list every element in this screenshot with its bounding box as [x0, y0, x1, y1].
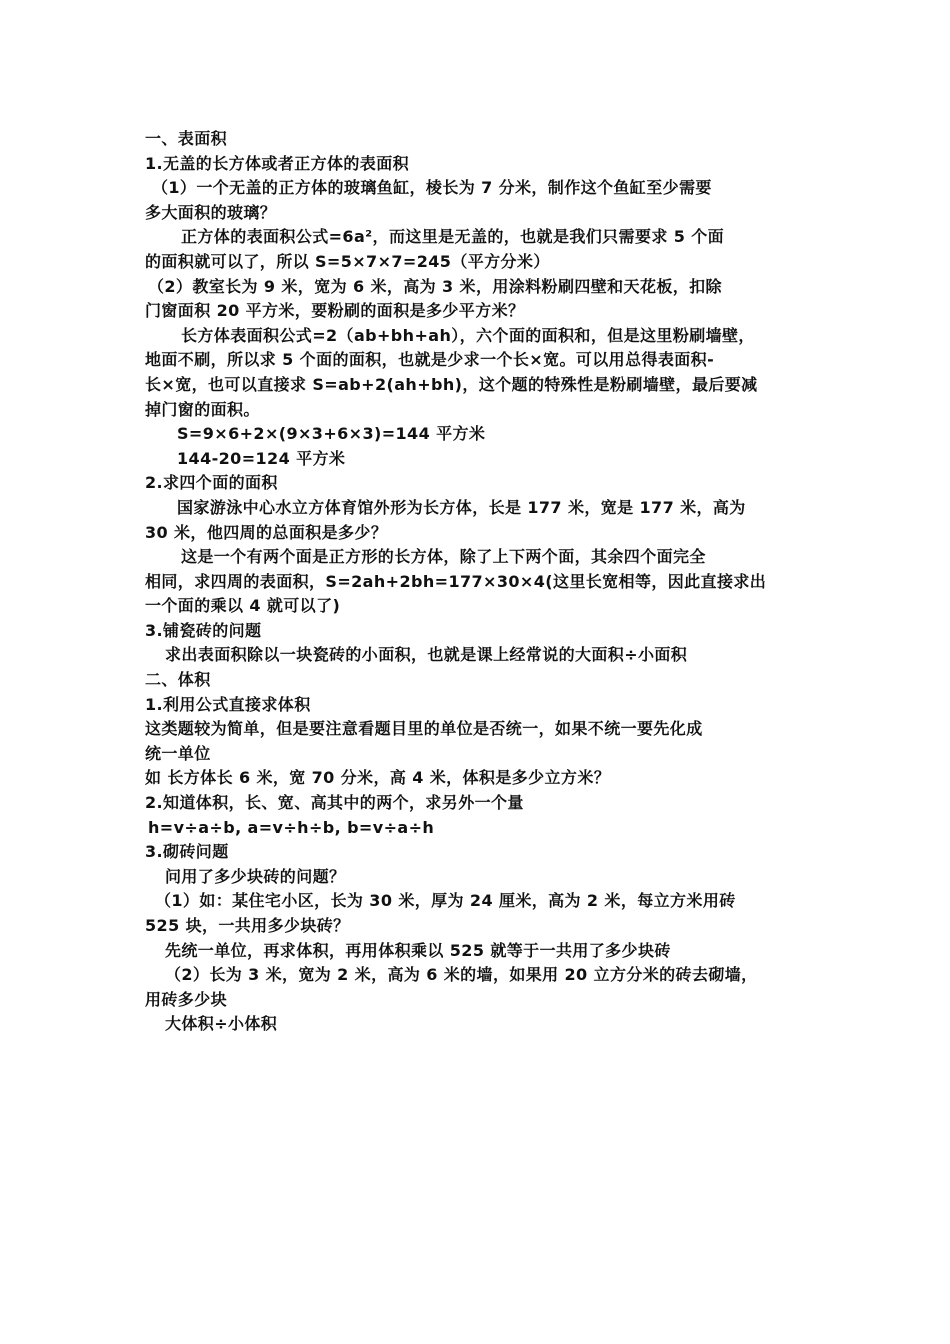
subsection-heading: 2.求四个面的面积: [145, 473, 278, 493]
paragraph-line: 门窗面积 20 平方米，要粉刷的面积是多少平方米？: [145, 301, 525, 321]
paragraph-line: 的面积就可以了，所以 S=5×7×7=245（平方分米）: [145, 251, 550, 271]
paragraph-line: 地面不刷，所以求 5 个面的面积，也就是少求一个长×宽。可以用总得表面积-: [145, 350, 715, 370]
paragraph-line: 问用了多少块砖的问题？: [165, 866, 346, 886]
paragraph-line: 统一单位: [145, 743, 211, 763]
formula-line: S=9×6+2×(9×3+6×3)=144 平方米: [177, 424, 486, 444]
paragraph-line: 掉门窗的面积。: [145, 399, 260, 419]
paragraph-line: 相同，求四周的表面积，S=2ah+2bh=177×30×4(这里长宽相等，因此直接求出: [145, 571, 767, 591]
subsection-heading: 1.无盖的长方体或者正方体的表面积: [145, 153, 410, 173]
paragraph-line: 30 米，他四周的总面积是多少？: [145, 522, 388, 542]
subsection-heading: 3.砌砖问题: [145, 842, 229, 862]
formula-line: h=v÷a÷b, a=v÷h÷b, b=v÷a÷h: [148, 817, 435, 837]
paragraph-line: （2）长为 3 米，宽为 2 米，高为 6 米的墙，如果用 20 立方分米的砖去砌墙，: [165, 965, 758, 985]
paragraph-line: 求出表面积除以一块瓷砖的小面积，也就是课上经常说的大面积÷小面积: [165, 645, 688, 665]
formula-line: 144-20=124 平方米: [177, 448, 346, 468]
paragraph-line: 这是一个有两个面是正方形的长方体，除了上下两个面，其余四个面完全: [181, 547, 706, 567]
paragraph-line: 用砖多少块: [145, 989, 228, 1009]
paragraph-line: 一个面的乘以 4 就可以了): [145, 596, 341, 616]
paragraph-line: 长×宽，也可以直接求 S=ab+2(ah+bh)，这个题的特殊性是粉刷墙壁，最后要减: [145, 374, 758, 394]
paragraph-line: 长方体表面积公式=2（ab+bh+ah），六个面的面积和，但是这里粉刷墙壁，: [181, 325, 755, 345]
document-body: [145, 127, 817, 1037]
paragraph-line: 国家游泳中心水立方体育馆外形为长方体，长是 177 米，宽是 177 米，高为: [177, 497, 746, 517]
paragraph-line: 525 块，一共用多少块砖？: [145, 916, 350, 935]
subsection-heading: 2.知道体积，长、宽、高其中的两个，求另外一个量: [145, 793, 524, 813]
section-heading: 一、表面积: [145, 129, 228, 148]
paragraph-line: 这类题较为简单，但是要注意看题目里的单位是否统一，如果不统一要先化成: [145, 719, 703, 739]
section-heading: 二、体积: [145, 670, 211, 690]
paragraph-line: 正方体的表面积公式=6a²，而这里是无盖的，也就是我们只需要求 5 个面: [181, 227, 725, 247]
paragraph-line: （1）如：某住宅小区，长为 30 米，厚为 24 厘米，高为 2 米，每立方米用砖: [155, 891, 736, 911]
paragraph-line: 先统一单位，再求体积，再用体积乘以 525 就等于一共用了多少块砖: [165, 940, 671, 960]
paragraph-line: （2）教室长为 9 米，宽为 6 米，高为 3 米，用涂料粉刷四壁和天花板，扣除: [148, 276, 722, 296]
subsection-heading: 1.利用公式直接求体积: [145, 694, 311, 714]
paragraph-line: 如 长方体长 6 米，宽 70 分米，高 4 米，体积是多少立方米？: [145, 768, 611, 788]
subsection-heading: 3.铺瓷砖的问题: [145, 620, 262, 640]
paragraph-line: 大体积÷小体积: [165, 1014, 278, 1034]
paragraph-line: 多大面积的玻璃？: [145, 202, 277, 222]
paragraph-line: （1）一个无盖的正方体的玻璃鱼缸，棱长为 7 分米，制作这个鱼缸至少需要: [152, 178, 712, 198]
